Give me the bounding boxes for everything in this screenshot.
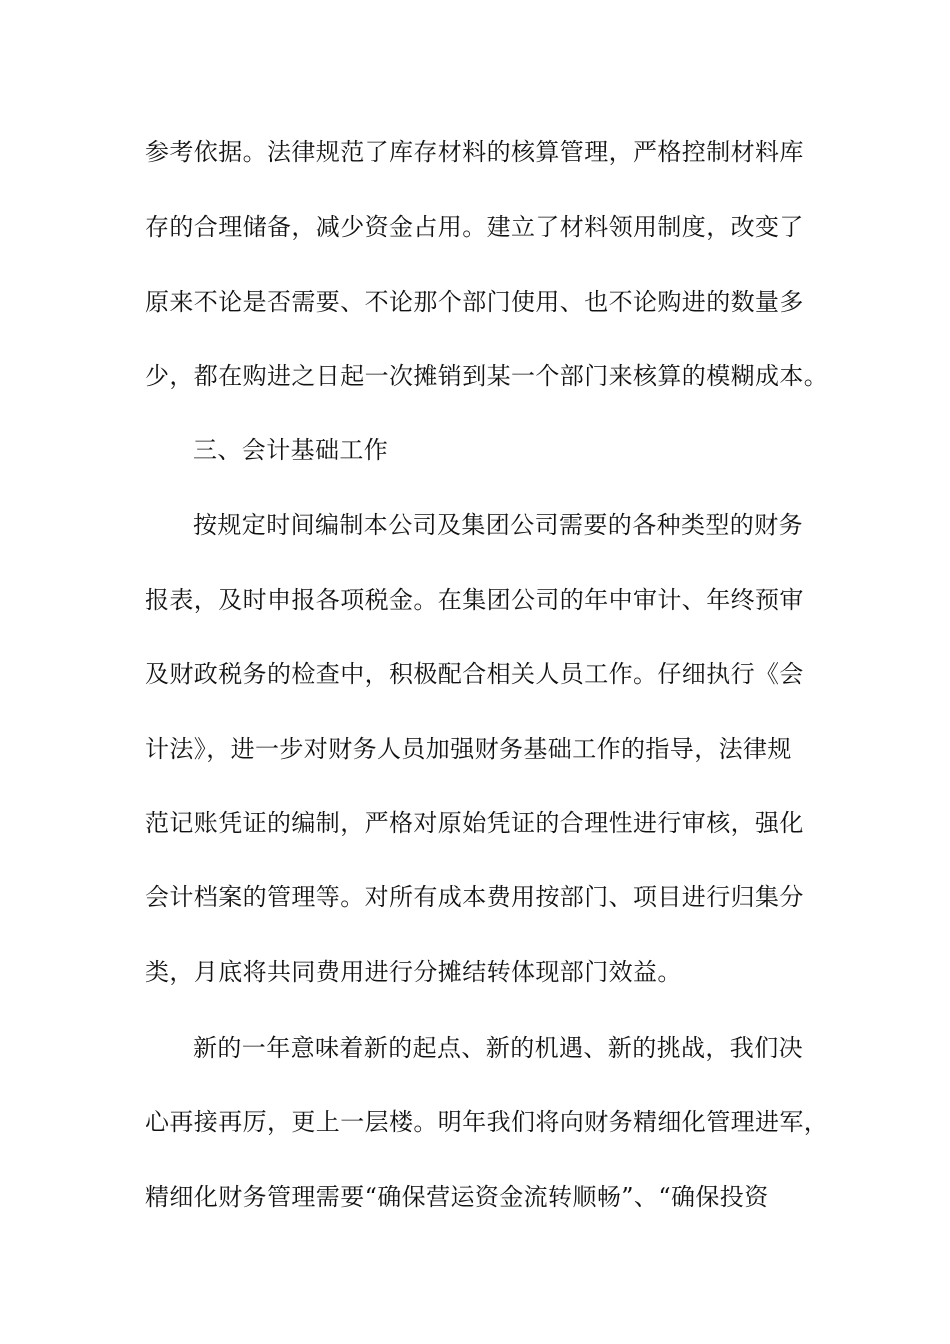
text-line: 存的合理储备，减少资金占用。建立了材料领用制度，改变了 <box>145 213 804 241</box>
text-line: 计法》，进一步对财务人员加强财务基础工作的指导，法律规 <box>145 735 792 763</box>
text-line: 新的一年意味着新的起点、新的机遇、新的挑战，我们决 <box>193 1034 803 1062</box>
text-line: 会计档案的管理等。对所有成本费用按部门、项目进行归集分 <box>145 883 804 911</box>
text-line: 精细化财务管理需要“确保营运资金流转顺畅”、“确保投资 <box>145 1183 769 1211</box>
text-line: 参考依据。法律规范了库存材料的核算管理，严格控制材料库 <box>145 138 804 166</box>
text-line: 原来不论是否需要、不论那个部门使用、也不论购进的数量多 <box>145 288 804 316</box>
text-line: 报表，及时申报各项税金。在集团公司的年中审计、年终预审 <box>145 586 804 614</box>
text-line: 心再接再厉，更上一层楼。明年我们将向财务精细化管理进军， <box>145 1108 829 1136</box>
text-line: 范记账凭证的编制，严格对原始凭证的合理性进行审核，强化 <box>145 809 804 837</box>
text-line: 及财政税务的检查中，积极配合相关人员工作。仔细执行《会 <box>145 660 804 688</box>
text-line: 类，月底将共同费用进行分摊结转体现部门效益。 <box>145 958 682 986</box>
text-line: 按规定时间编制本公司及集团公司需要的各种类型的财务 <box>193 511 803 539</box>
text-line: 少，都在购进之日起一次摊销到某一个部门来核算的模糊成本。 <box>145 362 829 390</box>
section-heading: 三、会计基础工作 <box>193 436 389 464</box>
